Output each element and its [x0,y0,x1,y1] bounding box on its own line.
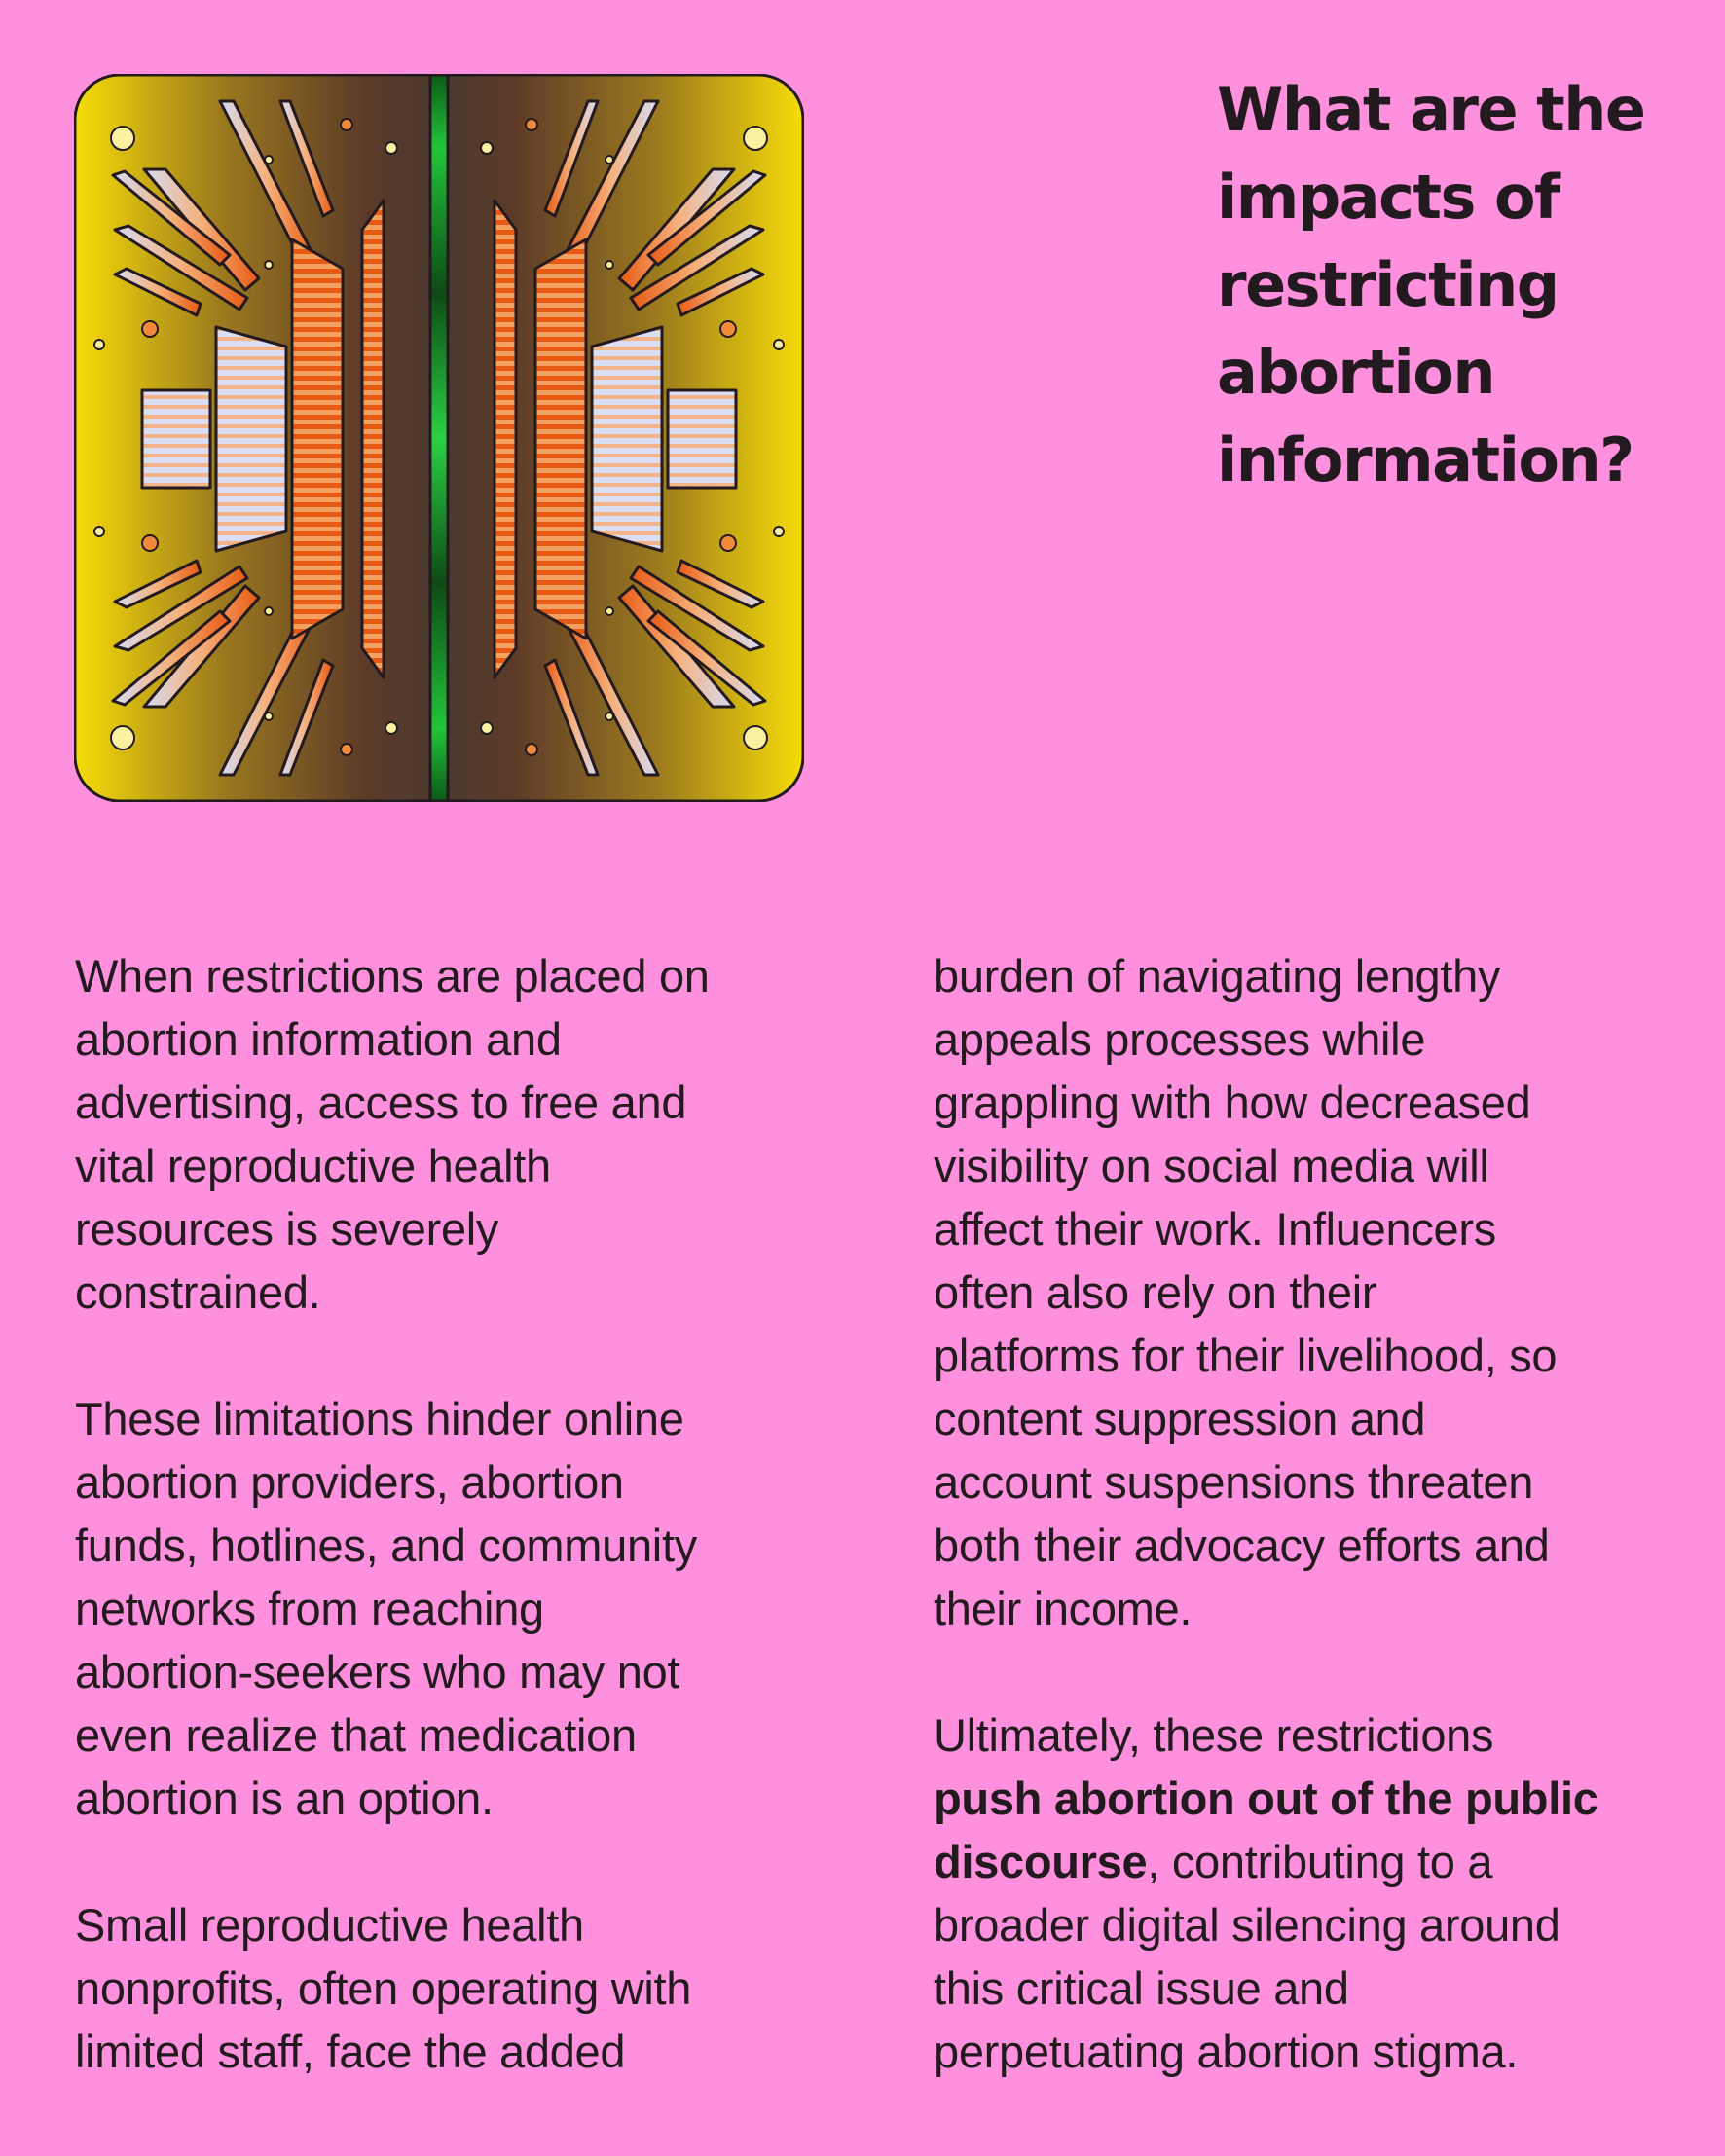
text-line: perpetuating abortion stigma. [934,2026,1519,2077]
paragraph [75,1893,834,2083]
text-line: grappling with how decreased [934,1077,1531,1128]
text-line: appeals processes while [934,1013,1426,1065]
text-line: platforms for their livelihood, so [934,1330,1558,1381]
text-line: burden of navigating lengthy [934,950,1501,1002]
body-column-left [75,944,834,2083]
text-line [934,1767,1693,1830]
book-rays-illustration-icon [74,74,804,802]
title-line: impacts of [1217,162,1560,233]
text-line: funds, hotlines, and community [75,1519,697,1571]
text-line: vital reproductive health [75,1140,551,1191]
text-line: even realize that medication [75,1709,637,1761]
text-line: broader digital silencing around [934,1899,1560,1951]
text-line: both their advocacy efforts and [934,1519,1550,1571]
text-line: affect their work. Influencers [934,1203,1496,1255]
emphasis-text: discourse [934,1836,1148,1887]
page-title [1217,66,1704,504]
text-line: networks from reaching [75,1583,544,1634]
text-line: account suspensions threaten [934,1456,1534,1508]
paragraph [934,944,1693,1640]
text-line: abortion providers, abortion [75,1456,624,1508]
emphasis-text: push abortion out of the public [934,1772,1598,1824]
title-line: information? [1217,424,1633,495]
text-line: limited staff, face the added [75,2026,626,2077]
text-line: resources is severely [75,1203,499,1255]
body-column-right [934,944,1693,2083]
paragraph [75,1387,834,1830]
title-line: restricting [1217,249,1559,320]
paragraph [75,944,834,1324]
text-line: nonprofits, often operating with [75,1962,692,2014]
text-line: this critical issue and [934,1962,1349,2014]
text-line: abortion is an option. [75,1772,494,1824]
text-line: advertising, access to free and [75,1077,687,1128]
text-line: abortion information and [75,1013,562,1065]
text-line: visibility on social media will [934,1140,1489,1191]
text-line: When restrictions are placed on [75,950,710,1002]
text-line: abortion-seekers who may not [75,1646,680,1698]
text-fragment: , contributing to a [1147,1836,1493,1887]
paragraph [934,1703,1693,2083]
title-line: abortion [1217,337,1495,408]
text-line: These limitations hinder online [75,1393,684,1444]
text-line: Ultimately, these restrictions [934,1709,1494,1761]
text-line: their income. [934,1583,1193,1634]
text-line: content suppression and [934,1393,1426,1444]
text-line: constrained. [75,1266,321,1318]
text-line: Small reproductive health [75,1899,584,1951]
title-line: What are the [1217,74,1645,145]
text-line: often also rely on their [934,1266,1377,1318]
text-line [934,1830,1693,1893]
